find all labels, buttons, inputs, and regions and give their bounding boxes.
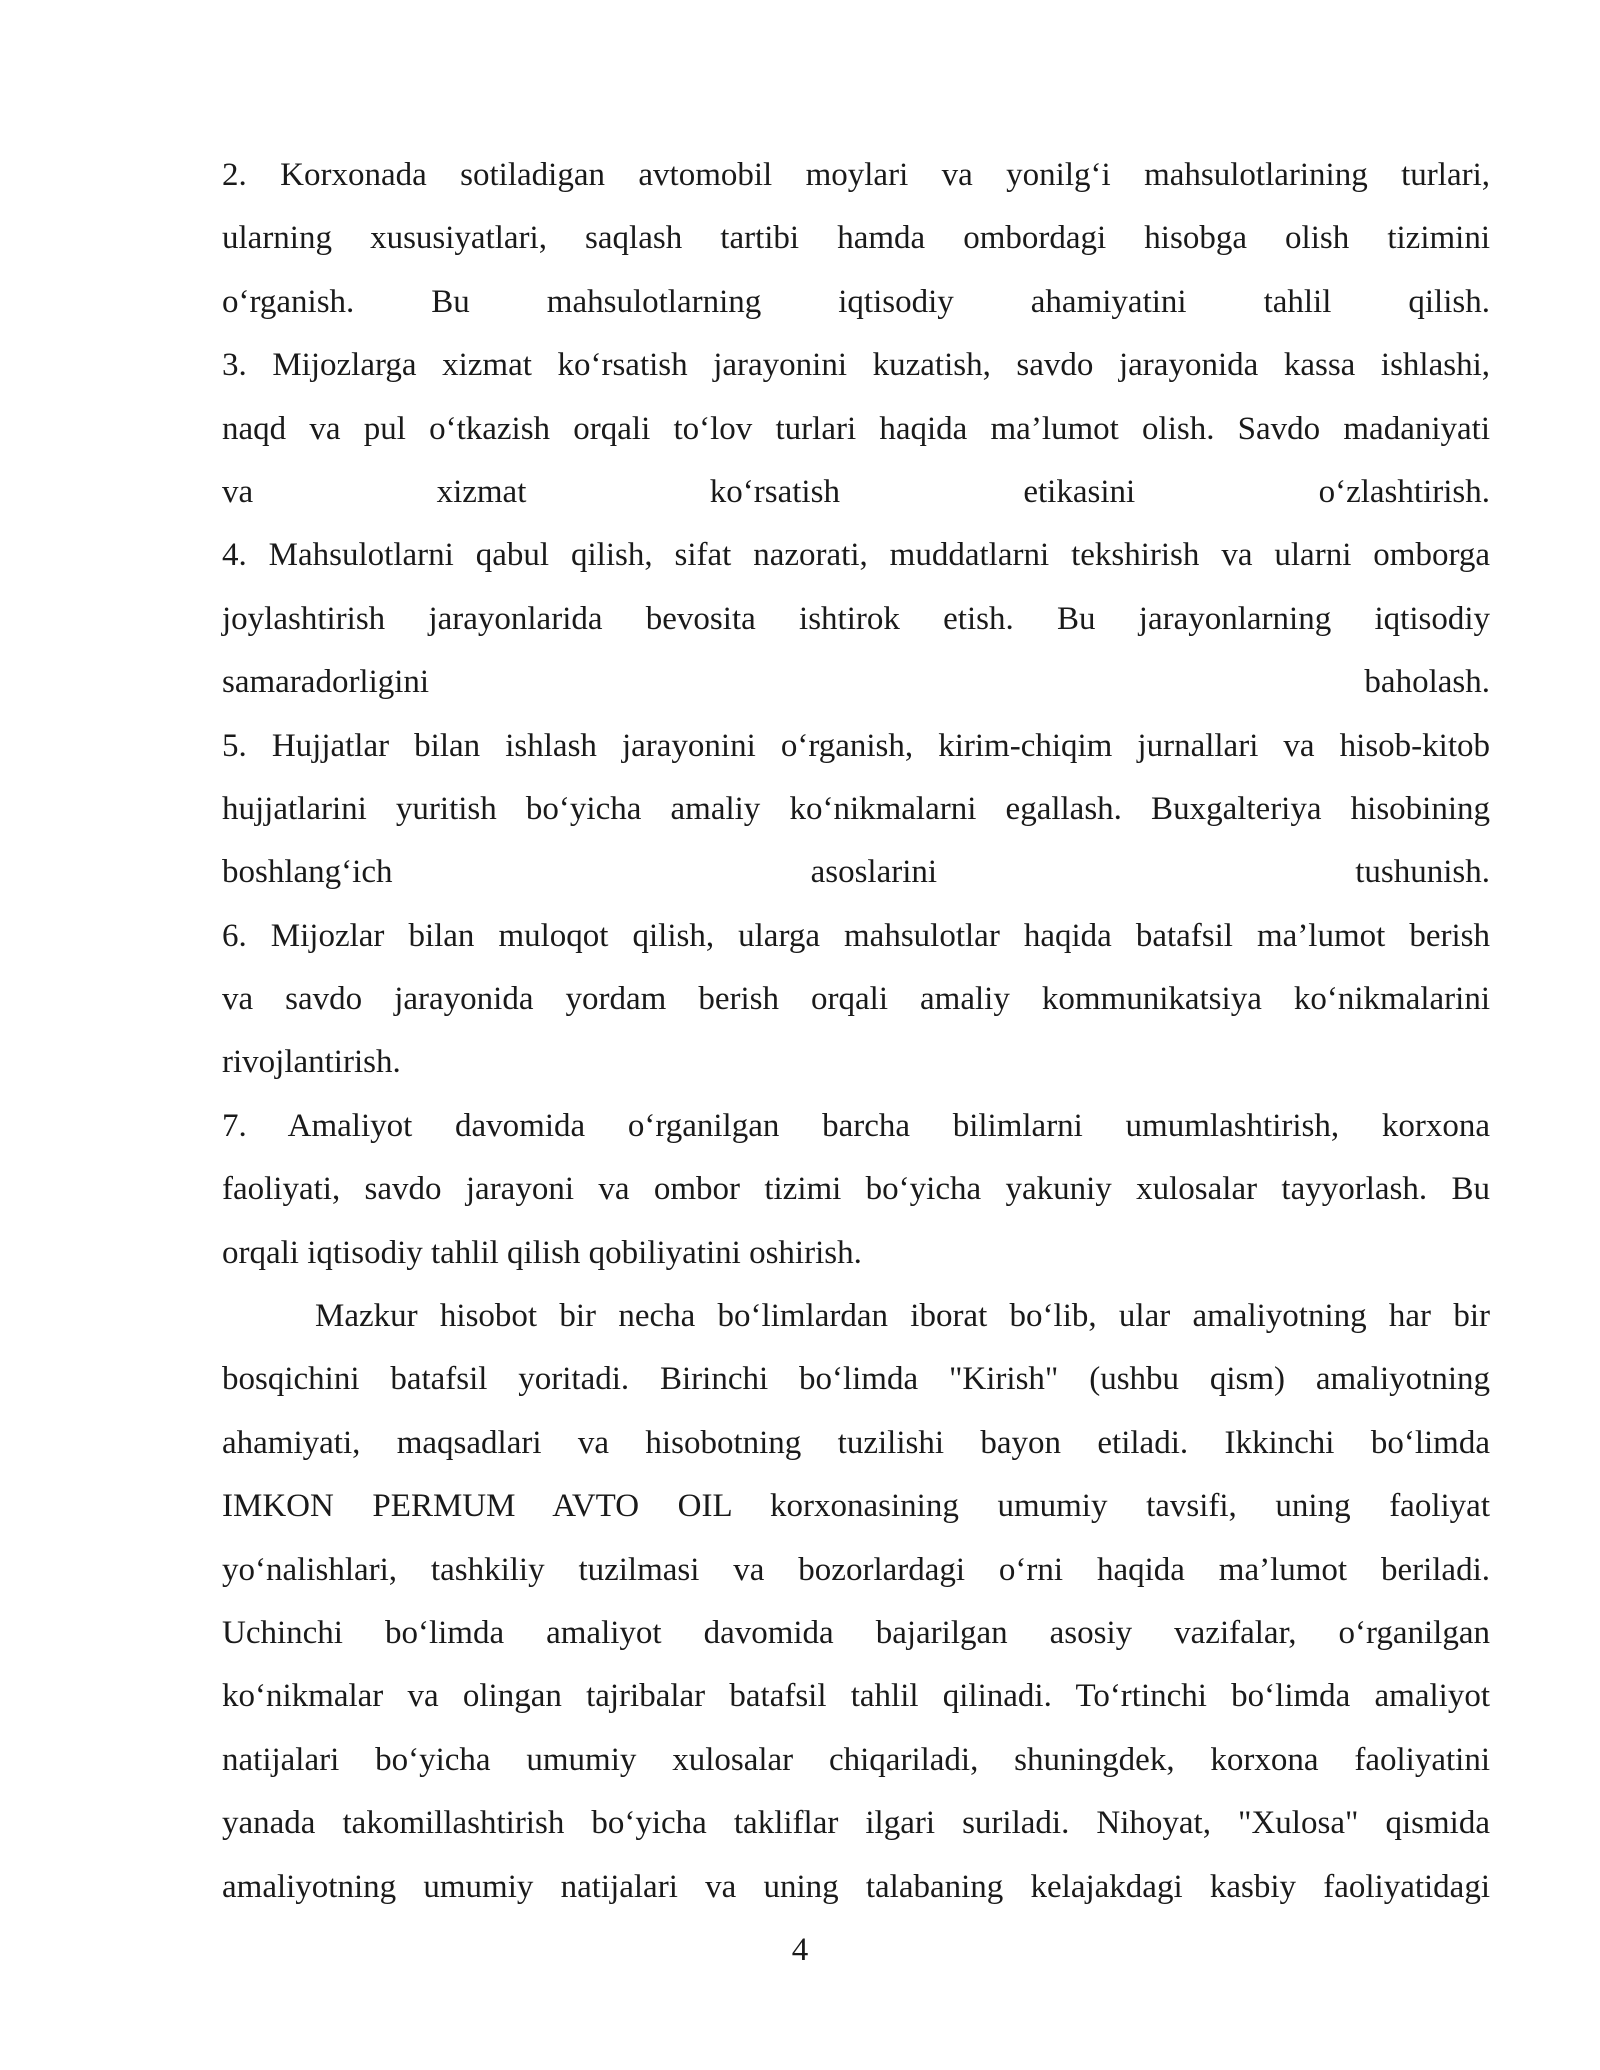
text-line: IMKON PERMUM AVTO OIL korxonasining umumiy tavsifi, uning faoliyat (222, 1488, 1490, 1525)
text-line: va savdo jarayonida yordam berish orqali amaliy kommunikatsiya ko‘nikmalarini (222, 981, 1490, 1018)
text-line: Uchinchi bo‘limda amaliyot davomida bajarilgan asosiy vazifalar, o‘rganilgan (222, 1614, 1490, 1651)
text-line: faoliyati, savdo jarayoni va ombor tizimi bo‘yicha yakuniy xulosalar tayyorlash. Bu (222, 1171, 1490, 1208)
text-line: 3. Mijozlarga xizmat ko‘rsatish jarayonini kuzatish, savdo jarayonida kassa ishlashi, (222, 347, 1490, 384)
text-line: boshlang‘ich asoslarini tushunish. (222, 854, 1490, 891)
text-line: 6. Mijozlar bilan muloqot qilish, ularga mahsulotlar haqida batafsil ma’lumot berish (222, 917, 1490, 954)
text-line: yo‘nalishlari, tashkiliy tuzilmasi va bozorlardagi o‘rni haqida ma’lumot beriladi. (222, 1551, 1490, 1588)
text-line: orqali iqtisodiy tahlil qilish qobiliyatini oshirish. (222, 1234, 862, 1271)
body-text (222, 144, 1490, 1919)
text-line: ahamiyati, maqsadlari va hisobotning tuzilishi bayon etiladi. Ikkinchi bo‘limda (222, 1424, 1490, 1461)
text-line: Mazkur hisobot bir necha bo‘limlardan iborat bo‘lib, ular amaliyotning har bir (315, 1298, 1490, 1335)
text-line: samaradorligini baholash. (222, 664, 1490, 701)
text-line: 5. Hujjatlar bilan ishlash jarayonini o‘rganish, kirim-chiqim jurnallari va hisob-kitob (222, 727, 1490, 764)
text-line: naqd va pul o‘tkazish orqali to‘lov turlari haqida ma’lumot olish. Savdo madaniyati (222, 410, 1490, 447)
text-line: ko‘nikmalar va olingan tajribalar batafsil tahlil qilinadi. To‘rtinchi bo‘limda amaliyot (222, 1678, 1490, 1715)
text-line: joylashtirish jarayonlarida bevosita ishtirok etish. Bu jarayonlarning iqtisodiy (222, 600, 1490, 637)
text-line: bosqichini batafsil yoritadi. Birinchi bo‘limda "Kirish" (ushbu qism) amaliyotning (222, 1361, 1490, 1398)
text-line: rivojlantirish. (222, 1044, 401, 1081)
text-line: hujjatlarini yuritish bo‘yicha amaliy ko‘nikmalarni egallash. Buxgalteriya hisobining (222, 790, 1490, 827)
text-line: 4. Mahsulotlarni qabul qilish, sifat nazorati, muddatlarni tekshirish va ularni omborga (222, 537, 1490, 574)
text-line: amaliyotning umumiy natijalari va uning talabaning kelajakdagi kasbiy faoliyatidagi (222, 1868, 1490, 1905)
text-line: ularning xususiyatlari, saqlash tartibi hamda ombordagi hisobga olish tizimini (222, 220, 1490, 257)
page-number: 4 (791, 1932, 809, 1968)
text-line: 2. Korxonada sotiladigan avtomobil moylari va yonilg‘i mahsulotlarining turlari, (222, 157, 1490, 193)
text-line: o‘rganish. Bu mahsulotlarning iqtisodiy ahamiyatini tahlil qilish. (222, 283, 1490, 320)
text-line: va xizmat ko‘rsatish etikasini o‘zlashtirish. (222, 473, 1490, 510)
text-line: natijalari bo‘yicha umumiy xulosalar chiqariladi, shuningdek, korxona faoliyatini (222, 1741, 1490, 1778)
text-line: 7. Amaliyot davomida o‘rganilgan barcha bilimlarni umumlashtirish, korxona (222, 1107, 1490, 1144)
text-line: yanada takomillashtirish bo‘yicha takliflar ilgari suriladi. Nihoyat, "Xulosa" qismida (222, 1805, 1490, 1842)
